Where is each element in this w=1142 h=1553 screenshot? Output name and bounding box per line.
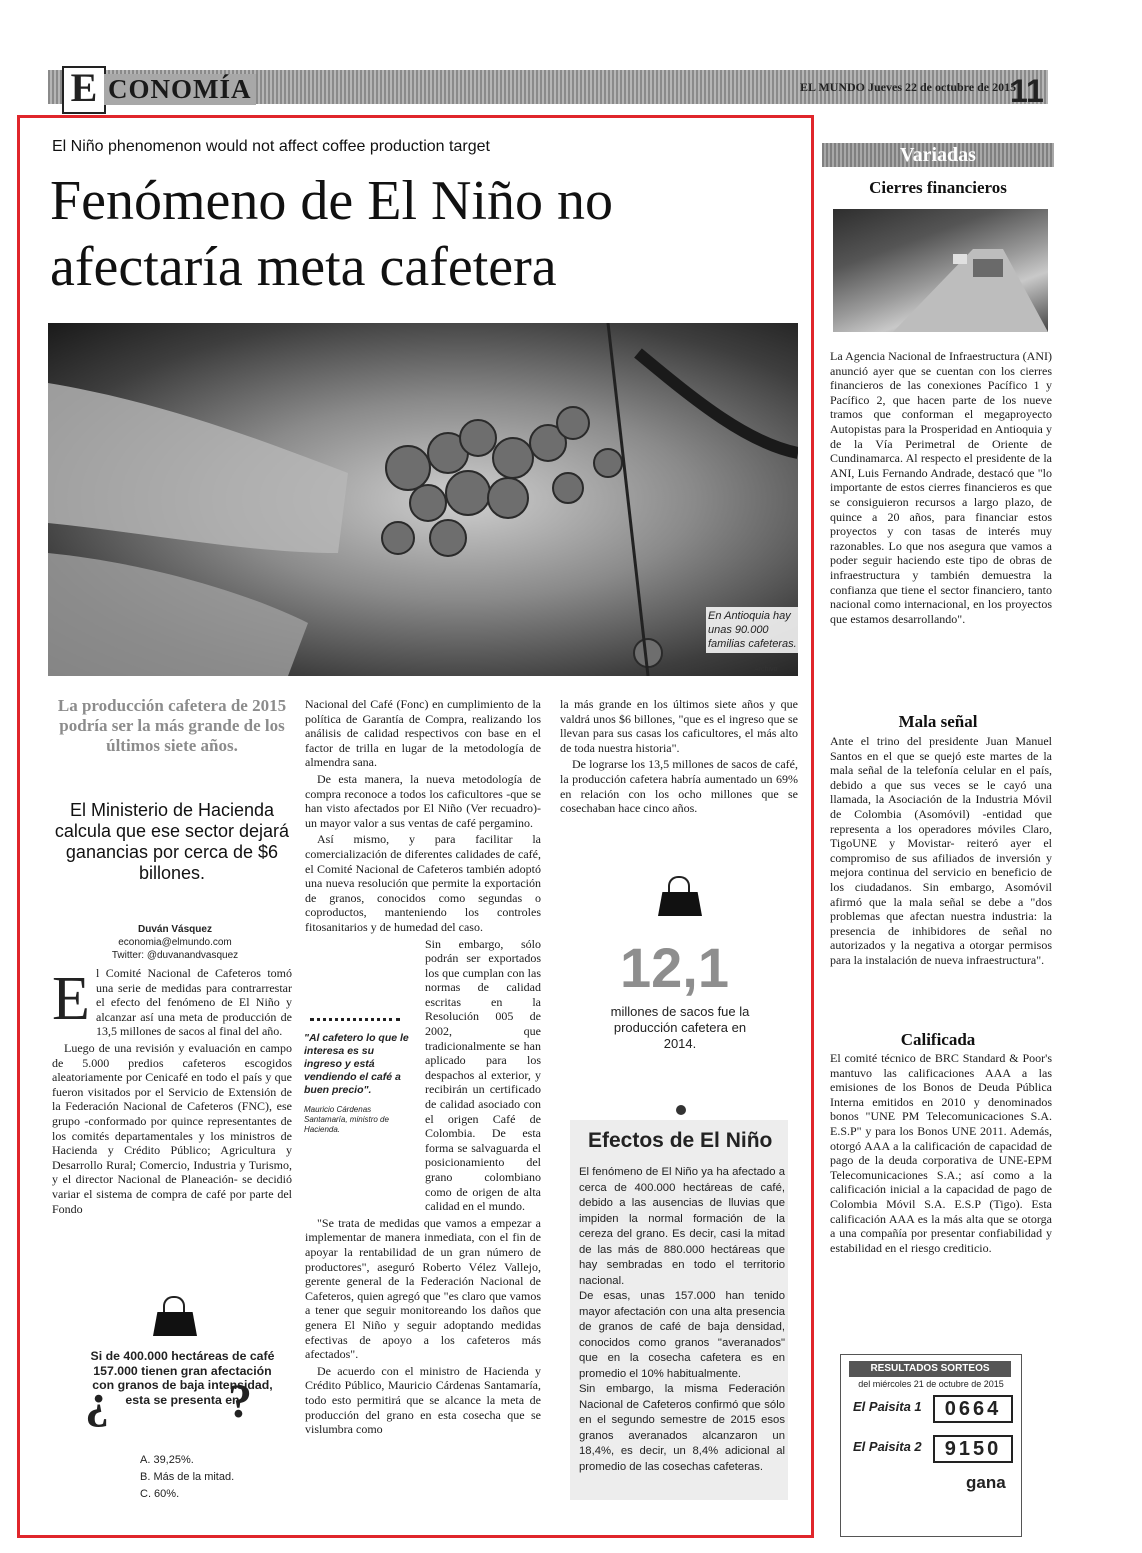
paragraph: Así mismo, y para facilitar la comercialización de diferentes calidades de café, el Comité Nacional de Cafeteros también adoptó una nueva resolución que permite la exportación de granos, conocidos como segundas o coproductos, manteniendo los controles fitosanitarios y de humedad del caso. <box>305 832 541 934</box>
lottery-date: del miércoles 21 de octubre de 2015 <box>858 1379 1004 1389</box>
headline: Fenómeno de El Niño no afectaría meta cafetera <box>50 170 614 298</box>
dateline: EL MUNDO Jueves 22 de octubre de 2015 <box>800 80 1017 94</box>
lead-summary: El Ministerio de Hacienda calcula que ese sector dejará ganancias por cerca de $6 billones. <box>54 800 290 883</box>
paragraph: La Agencia Nacional de Infraestructura (ANI) anunció ayer que se cuentan con los cierres financieros de las conexiones Pacífico 1 y Pacífico 2, que hacen parte de los nueve tramos que conforman el megaproyecto Autopistas para la Prosperidad en Antioquia y de la Vía Perimetral de Oriente de Cundinamarca. Al respecto el presidente de la ANI, Luis Fernando Andrade, destacó que "lo importante de estos cierres financieros es que se consiguieron recursos a largo plazo, de quince a 20 años, para financiar estos proyectos y con tasas de interés muy razonables. Lo que nos asegura que vamos a poder seguir haciendo este tipo de obras de infraestructura y también demuestra la confianza que tiene el sector financiero, tanto nacional como internacional, en los proyectos que estamos desarrollando". <box>830 349 1052 626</box>
road-illustration <box>833 209 1048 332</box>
mala-senal-body <box>830 734 1052 968</box>
lottery-results-ad <box>840 1354 1022 1537</box>
coffee-bean-icon <box>676 1105 686 1115</box>
paragraph: De acuerdo con el ministro de Hacienda y Crédito Público, Mauricio Cárdenas Santamaría, todo esto permitirá que se alcance la meta de producción del grano en esta cosecha que se vislumbra como <box>305 1363 541 1437</box>
efectos-body <box>579 1165 785 1475</box>
paragraph: Luego de una revisión y evaluación en campo de 5.000 predios cafeteros escogidos aleatoriamente por Cenicafé en todo el país y que fueron visitados por el Servicio de Extensión de la Federación Nacional de Cafeteros (FNC), ese grupo -conformado por quince representantes de los comités departamentales y los ministros de Hacienda y Crédito Público; Agricultura y Desarrollo Rural; Comercio, Industria y Turismo, y el director Nacional de Planeación- se decidió variar el sistema de compra de café por parte del Fondo <box>52 1040 292 1216</box>
paragraph: l Comité Nacional de Cafeteros tomó una serie de medidas para contrarrestar el efecto del fenómeno de El Niño y alcanzar así una meta de producción de 13,5 millones de sacos al final del año. <box>96 966 292 1039</box>
pull-quote <box>304 1032 412 1135</box>
lead-highlight: La producción cafetera de 2015 podría ser la más grande de los últimos siete años. <box>57 696 287 755</box>
paragraph: "Se trata de medidas que vamos a empezar a implementar de manera inmediata, con el fin de apoyar la rentabilidad de un gran número de productores", aseguró Roberto Vélez Vallejo, gerente general de la Federación Nacional de Cafeteros, quien agregó que "es claro que vamos a tener que seguir monitoreando los daños que genera El Niño y seguir adoptando medidas efectivas de apoyo a los cafeteros más afectados". <box>305 1215 541 1362</box>
paragraph: De esas, unas 157.000 han tenido mayor afectación con una alta presencia de granos de café de baja densidad, conocidos como granos "averanados" que en la cosecha cafetera es en promedio el 10% habitualmente. <box>579 1290 785 1380</box>
photo-caption: En Antioquia hay unas 90.000 familias cafeteras. <box>706 607 800 653</box>
byline-email: economia@elmundo.com <box>118 937 232 948</box>
cierres-body <box>830 349 1052 626</box>
paragraph: El comité técnico de BRC Standard & Poor's mantuvo las calificaciones AAA a las emisiones de los Bonos de Deuda Pública Interna emitidos en 2010 y denominados bonos "UNE PM Telecomunicaciones S.A. E.S.P" y para los Bonos UNE 2011. Además, otorgó AAA a la calificación de capacidad de pago de la deuda corporativa de UNE-EPM Telecomunicaciones S.A.; así como a la calificación inicial a la capacidad de pago de Colombia Móvil S.A. E.S.P (Tigo). Esta calificación AAA es la más alta que se otorga a una compañía por presentar confiabilidad y estabilidad en el riesgo crediticio. <box>830 1051 1052 1255</box>
photo-credit: Archivo <box>754 666 778 673</box>
byline-name: Duván Vásquez <box>138 924 212 935</box>
stat-number: 12,1 <box>620 936 729 999</box>
mala-senal-title: Mala señal <box>898 712 978 731</box>
question-mark-open-icon: ¿ <box>85 1375 109 1428</box>
section-name: CONOMÍA <box>104 74 256 105</box>
drop-cap: E <box>52 965 90 1033</box>
quiz-question: Si de 400.000 hectáreas de café 157.000 tienen gran afectación con granos de baja intensidad, esta se presenta en <box>90 1349 275 1407</box>
lottery-2-number: 9150 <box>933 1435 1013 1463</box>
lottery-title: RESULTADOS SORTEOS <box>849 1361 1011 1377</box>
calificada-body <box>830 1051 1052 1255</box>
efectos-title: Efectos de El Niño <box>588 1129 773 1152</box>
page-number: 11 <box>1010 73 1044 109</box>
highway-photo <box>833 209 1048 332</box>
quiz-option-a: A. 39,25%. <box>140 1454 194 1466</box>
paragraph: Ante el trino del presidente Juan Manuel Santos en el que se quejó este martes de la mala señal de la telefonía celular en el país, debido a que sus veces se le cayó una llamada, la Asociación de la Industria Móvil de Colombia (Asomóvil) -entidad que representa a los operadores móviles Claro, TigoUNE y Movistar- reiteró ayer el compromiso de sus afiliados de inversión y mejora continua del servicio en beneficio de los ciudadanos. Sin embargo, Asomóvil afirmó que la mala señal se debe a "dos problemas que afectan nuestra industria: la presencia de inhibidores de señal no autorizados y la negativa a otorgar permisos para la instalación de nueva infraestructura". <box>830 734 1052 967</box>
lottery-2-name: El Paisita 2 <box>853 1439 922 1454</box>
byline-twitter: Twitter: @duvanandvasquez <box>111 950 239 961</box>
binder-clip-icon <box>153 1296 197 1336</box>
cierres-title: Cierres financieros <box>869 178 1007 197</box>
lottery-1-number: 0664 <box>933 1395 1013 1423</box>
english-subtitle: El Niño phenomenon would not affect coffee production target <box>52 138 490 155</box>
stat-description: millones de sacos fue la producción cafetera en 2014. <box>610 1004 750 1051</box>
paragraph: De esta manera, la nueva metodología de compra reconoce a todos los caficultores -que se han visto afectados por El Niño (Ver recuadro)- un mayor valor a sus ventas de café pergamino. <box>305 771 541 830</box>
calificada-title: Calificada <box>900 1030 976 1049</box>
section-initial: E <box>70 65 98 110</box>
article-column-1 <box>52 966 292 1218</box>
gana-logo: gana <box>966 1473 1006 1492</box>
paragraph: Sin embargo, la misma Federación Nacional de Cafeteros confirmó que sólo en el segundo semestre de 2015 esos granos averanados alcanzaron un 18,4%, es decir, un 8,4% adicional al promedio de las cosechas cafeteras. <box>579 1383 785 1473</box>
question-mark-close-icon: ? <box>228 1375 252 1428</box>
quote-text: "Al cafetero lo que le interesa es su ingreso y está vendiendo el café a buen precio". <box>304 1032 409 1096</box>
binder-clip-icon <box>658 876 702 916</box>
byline <box>60 923 290 962</box>
paragraph: la más grande en los últimos siete años y que valdrá unos $6 billones, "que es el ingreso que se llevan para sus casas los caficultores, el más alto de toda nuestra historia". <box>560 697 798 755</box>
paragraph: Sin embargo, sólo podrán ser exportados los que cumplan con las normas de calidad escritas en la Resolución 005 de 2002, que tradicionalmente se han aplicado para los despachos al exterior, y recibirán un certificado de calidad asociado con el origen Café de Colombia. De esta forma se salvaguarda el posicionamiento del grano colombiano como de origen de alta calidad en el mundo. <box>425 936 541 1214</box>
quote-author: Mauricio Cárdenas Santamaría, ministro de Hacienda. <box>304 1105 389 1134</box>
quiz-option-c: C. 60%. <box>140 1488 180 1500</box>
variadas-section-title: Variadas <box>822 143 1054 167</box>
quiz-option-b: B. Más de la mitad. <box>140 1471 235 1483</box>
coffee-photo <box>48 323 798 676</box>
paragraph: El fenómeno de El Niño ya ha afectado a cerca de 400.000 hectáreas de café, debido a las ausencias de lluvias que impiden la normal formación de la cereza del grano. Es decir, casi la mitad de las más de 880.000 hectáreas que hay sembradas en todo el territorio nacional. <box>579 1166 785 1287</box>
article-column-3 <box>560 697 798 818</box>
quiz-options <box>140 1452 234 1503</box>
paragraph: De lograrse los 13,5 millones de sacos de café, la producción cafetera habría aumentado un 69% en relación con los ocho millones que se cosechaban hace cinco años. <box>560 757 798 816</box>
notebook-spiral-icon <box>310 1018 400 1031</box>
paragraph: Nacional del Café (Fonc) en cumplimiento de la política de Garantía de Compra, realizando los análisis de calidad respectivos con base en el factor de trilla en lugar de la metodología de almendra sana. <box>305 697 541 770</box>
coffee-cherries-illustration <box>48 323 798 676</box>
lottery-1-name: El Paisita 1 <box>853 1399 922 1414</box>
